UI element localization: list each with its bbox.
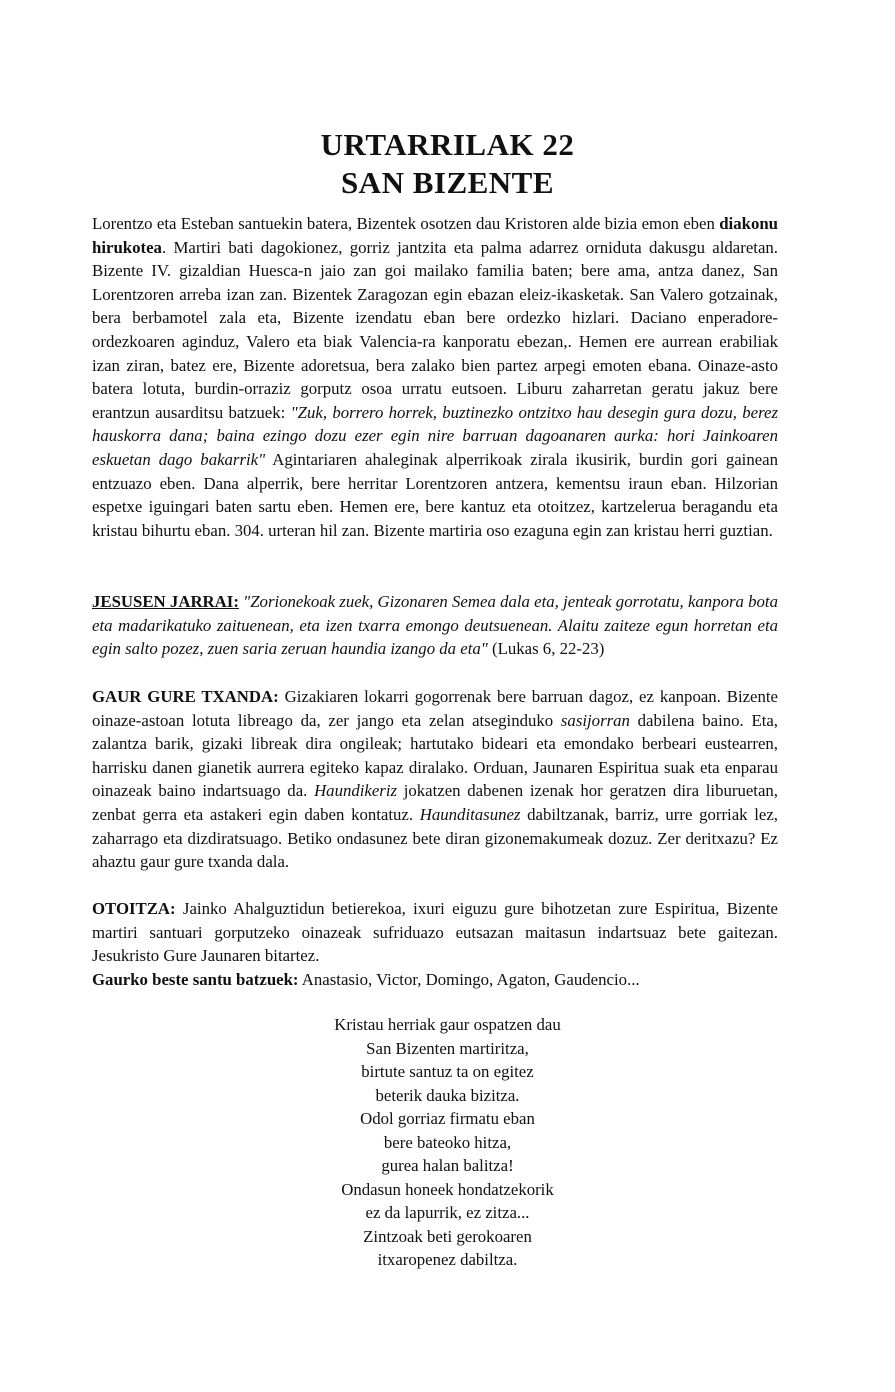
intro-text-1: Lorentzo eta Esteban santuekin batera, Bizentek osotzen dau Kristoren alde bizia emon eben: [92, 214, 720, 233]
poem: [0, 1013, 895, 1272]
gaur-text-2: dabilena baino. Eta, zalantza barik, gizaki libreak dira ongileak; hartutako bideari eta emondako berbeari eustearren, harrisku danen gianetik aurrera egiteko kapaz diralako. Orduan, Jaunaren Espiritua suak eta enparau oinazeak baino indartsuago da.: [92, 710, 778, 801]
gaur-gure-txanda-section: [92, 685, 778, 874]
poem-line: itxaropenez dabiltza.: [377, 1250, 518, 1269]
title-date: URTARRILAK 22: [320, 127, 575, 162]
other-saints-text: Anastasio, Victor, Domingo, Agaton, Gaudencio...: [298, 970, 640, 989]
gaur-italic-2: Haundikeriz: [314, 781, 398, 801]
intro-text-3: Agintariaren ahaleginak alperrikoak zirala ikusirik, burdin gori gainean entzuazo eben. Dana alperrik, bere herritar Lorentzoren antzera, kementsu iraun eban. Hilzorian espetxe iguingari baten sartu eben. Hemen ere, bere kantuz eta otoitzez, kartzelerua beragandu eta kristau bihurtu eban. 304. urteran hil zan. Bizente martiria oso ezaguna egin zan kristau herri guztian.: [92, 449, 778, 540]
poem-line: San Bizenten martiritza,: [366, 1038, 529, 1058]
jesusen-label: JESUSEN JARRAI:: [92, 592, 239, 611]
poem-line: Kristau herriak gaur ospatzen dau: [334, 1015, 561, 1034]
page-title: [0, 126, 895, 202]
poem-line: Ondasun honeek hondatzekorik: [341, 1179, 554, 1199]
poem-line: bere bateoko hitza,: [383, 1132, 512, 1152]
poem-line: birtute santuz ta on egitez: [361, 1062, 534, 1081]
other-saints-label: Gaurko beste santu batzuek:: [92, 970, 299, 989]
intro-paragraph: [92, 212, 778, 542]
intro-bold-term: diakonu hirukotea: [92, 214, 778, 257]
gaur-text-3: jokatzen dabenen izenak hor geratzen dira liburuetan, zenbat gerra eta astakeri egin daben kontatuz.: [92, 781, 778, 824]
otoitza-text: Jainko Ahalguztidun betierekoa, ixuri eiguzu gure bihotzetan zure Espiritua, Bizente martiri santuari gorputzeko oinazeak sufriduazo eutsazan maitasun indartsuaz bete gaitezan. Jesukristo Gure Jaunaren bitartez.: [92, 899, 778, 966]
intro-text-2: . Martiri bati dagokionez, gorriz jantzita eta palma adarrez orniduta dakusgu aldaretan. Bizente IV. gizaldian Huesca-n jaio zan goi mailako familia baten; bere ama, antza danez, San Lorentzoren arreba izan zan. Bizentek Zaragozan egin ebazan eleiz-ikasketak. San Valero gotzainak, bera berbamotel zala eta, Bizente izendatu eban bere ordezko hizlari. Daciano enperadore-ordezkoaren aginduz, Valero eta biak Valencia-ra kanporatu ebezan,. Hemen ere aurrean erabiliak izan ziran, batez ere, Bizente adoretsua, bera zalako bien partez arpegi emoten ebana. Oinaze-asto batera lotuta, burdin-orraziz gorputz osoa urratu eutsoen. Liburu zaharretan geratu jakuz bere erantzun ausarditsu batzuek:: [92, 237, 778, 422]
poem-line: Zintzoak beti gerokoaren: [363, 1226, 532, 1246]
otoitza-section: [92, 897, 778, 968]
gaur-text-4: dabiltzanak, barriz, urre gorriak lez, zaharrago eta dizdiratsuago. Betiko ondasunez bete diran gizonemakumeak dozuz. Zer deritxazu? Ez ahaztu gaur gure txanda dala.: [92, 804, 778, 872]
other-saints-line: [92, 968, 778, 992]
title-saint: SAN BIZENTE: [340, 165, 555, 200]
poem-line: gurea halan balitza!: [381, 1156, 514, 1175]
otoitza-label: OTOITZA:: [92, 899, 176, 918]
gaur-italic-3: Haunditasunez: [419, 804, 521, 824]
poem-line: beterik dauka bizitza.: [375, 1085, 520, 1105]
jesusen-quote: "Zorionekoak zuek, Gizonaren Semea dala eta, jenteak gorrotatu, kanpora bota eta madarikatuko zaituenean, eta izen txarra emongo deutsuenean. Alaitu zaiteze egun horretan eta egin salto pozez, zuen saria zeruan haundia izango da eta": [92, 592, 778, 659]
intro-quote: "Zuk, borrero horrek, buztinezko ontzitxo hau desegin gura dozu, berez hauskorra dana; baina ezingo dozu ezer egin nire barruan dagoanaren aurka: hori Jainkoaren eskuetan dago bakarrik": [92, 402, 778, 469]
gaur-text-1: Gizakiaren lokarri gogorrenak bere barruan dagoz, ez kanpoan. Bizente oinaze-astoan lotuta libreago da, zer jango eta zelan atseginduko: [92, 687, 779, 730]
jesusen-jarrai-section: [92, 590, 778, 661]
poem-line: ez da lapurrik, ez zitza...: [365, 1203, 530, 1222]
jesusen-reference: (Lukas 6, 22-23): [487, 639, 605, 659]
gaur-label: GAUR GURE TXANDA:: [92, 687, 279, 706]
gaur-italic-1: sasijorran: [560, 710, 630, 730]
poem-line: Odol gorriaz firmatu eban: [360, 1109, 535, 1128]
